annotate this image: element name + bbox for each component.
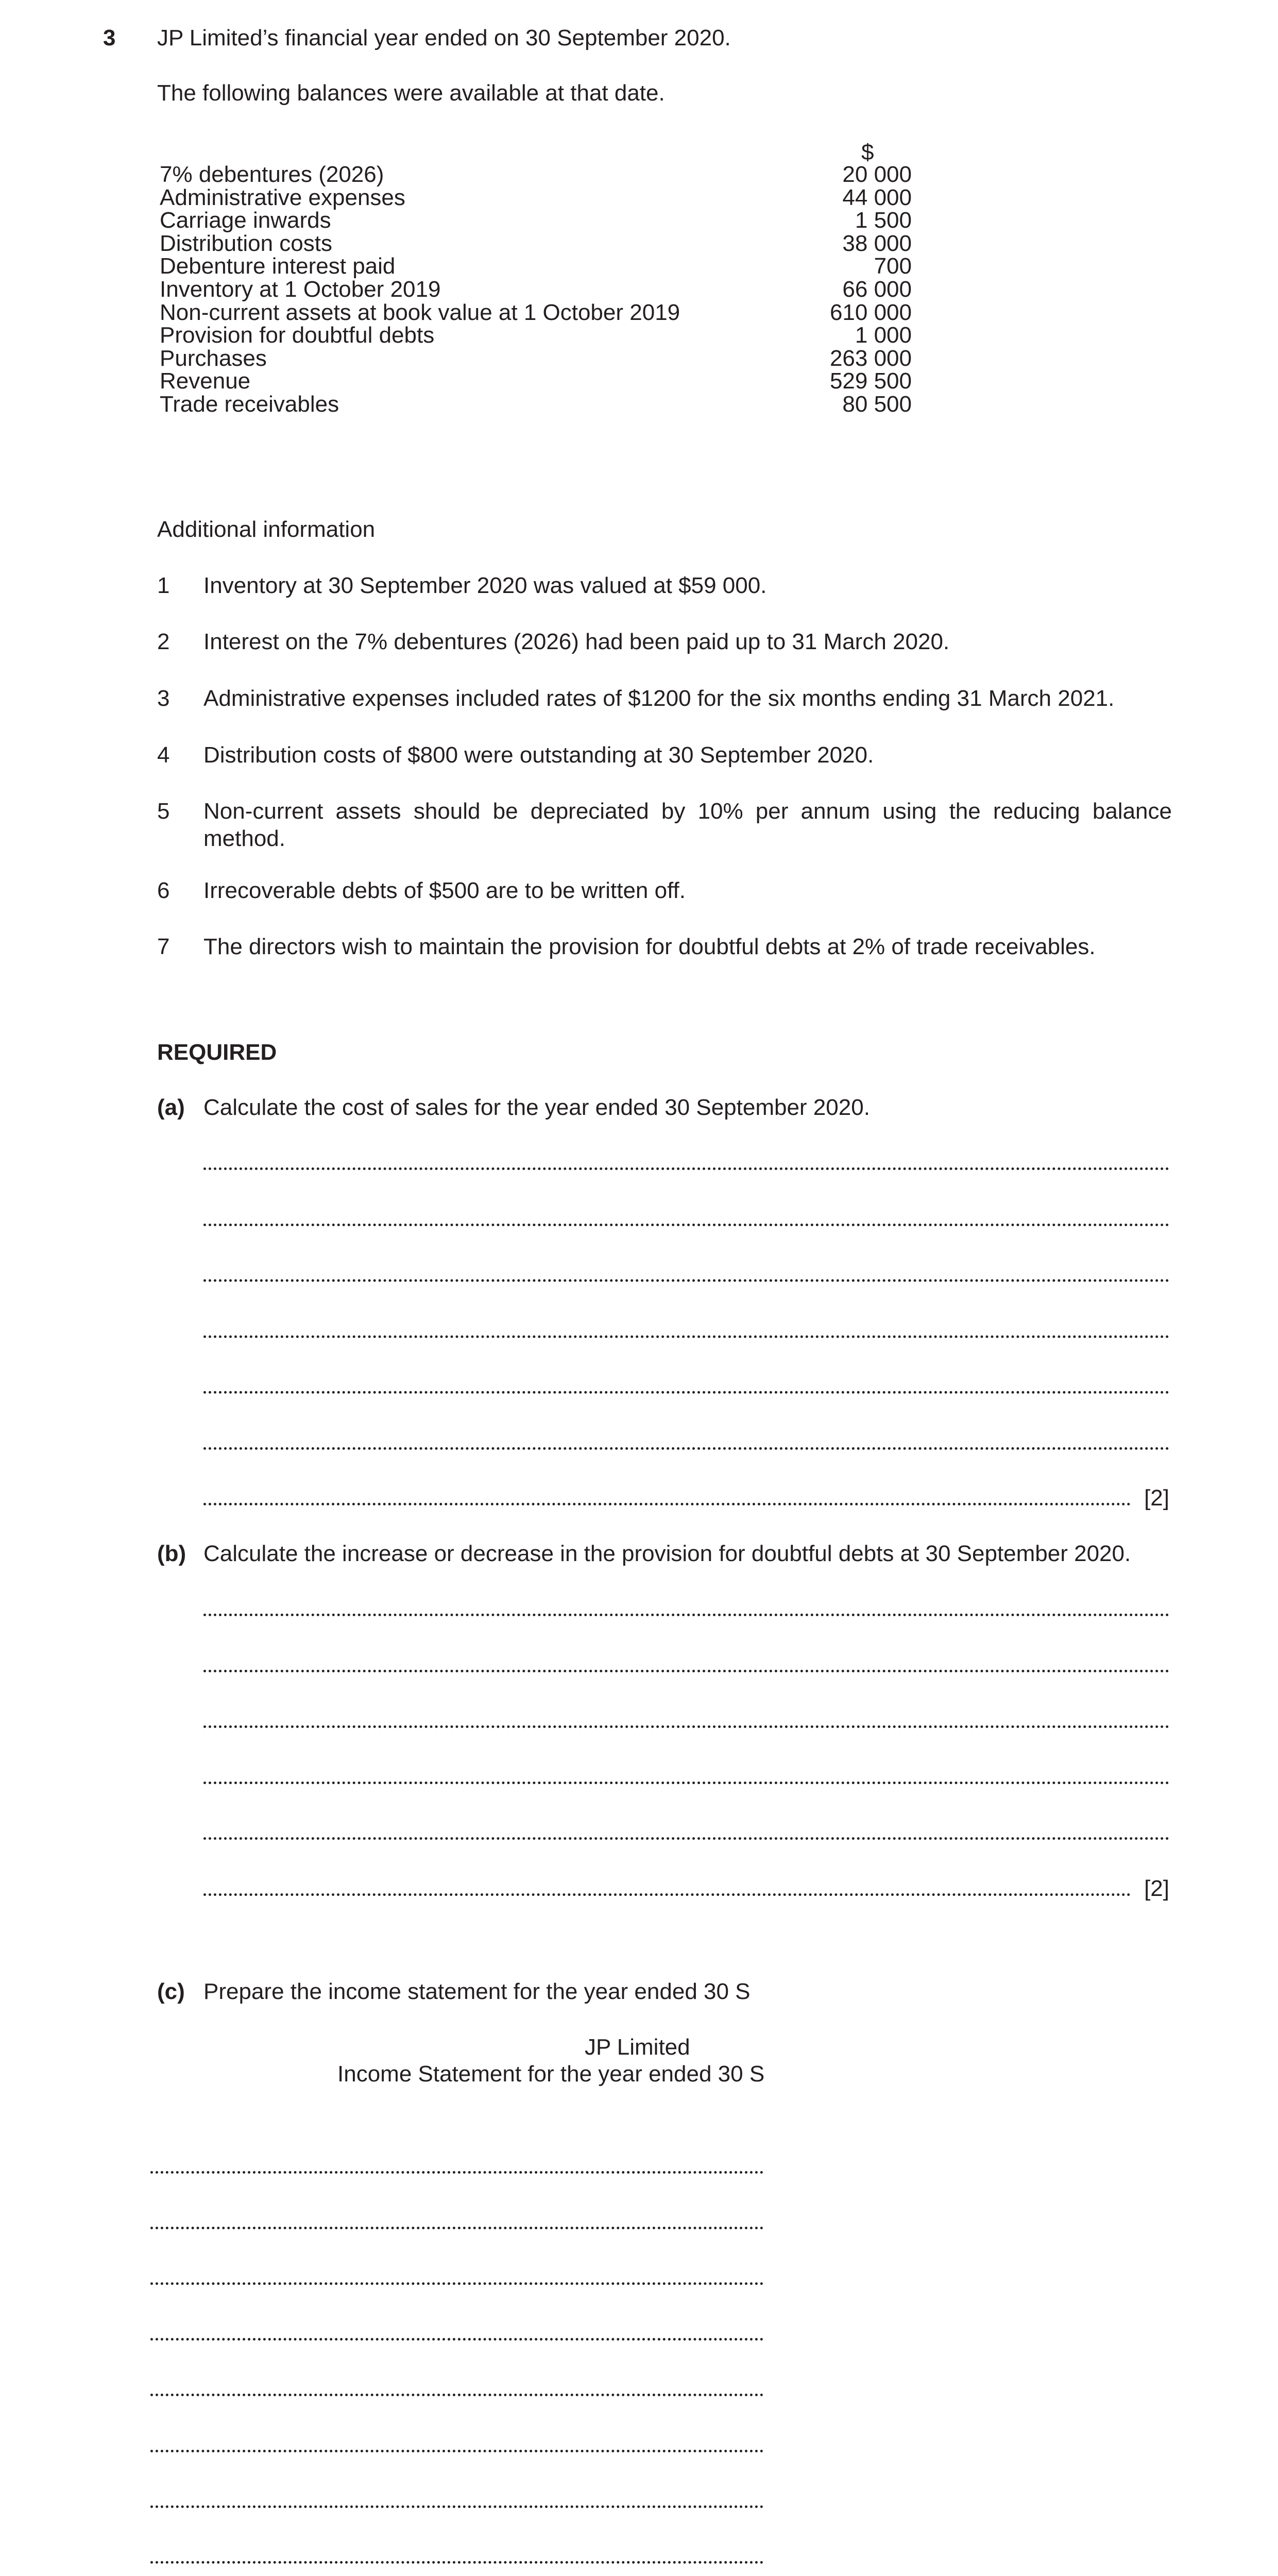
balance-amount: 1 000: [855, 323, 912, 348]
question-number: 3: [103, 25, 116, 50]
balance-row: [160, 368, 912, 394]
statement-line[interactable]: [150, 2169, 763, 2174]
answer-line[interactable]: [203, 1333, 1169, 1338]
answer-line[interactable]: [203, 1612, 1169, 1616]
balances-intro: The following balances were available at that date.: [157, 80, 665, 106]
balance-row: [160, 230, 912, 256]
answer-line[interactable]: [203, 1165, 1169, 1170]
additional-item-number: 6: [157, 878, 170, 903]
balance-amount: 66 000: [842, 277, 912, 302]
balance-amount: 1 500: [855, 208, 912, 233]
statement-line[interactable]: [150, 2225, 763, 2229]
statement-line[interactable]: [150, 2559, 763, 2564]
balance-amount: 80 500: [842, 392, 912, 417]
part-b-label: (b): [157, 1541, 186, 1566]
statement-line[interactable]: [150, 2336, 763, 2341]
additional-item-number: 1: [157, 573, 170, 598]
additional-item-text: Inventory at 30 September 2020 was valued at $59 000.: [203, 573, 767, 598]
answer-line[interactable]: [203, 1389, 1169, 1394]
balance-row: [160, 276, 912, 302]
additional-item-text: Distribution costs of $800 were outstanding at 30 September 2020.: [203, 742, 874, 768]
balance-amount: 38 000: [842, 230, 912, 256]
answer-line[interactable]: [203, 1668, 1169, 1672]
additional-item-number: 2: [157, 629, 170, 654]
question-intro: JP Limited’s financial year ended on 30 September 2020.: [157, 25, 731, 50]
balance-amount: 610 000: [829, 299, 912, 325]
balance-amount: 263 000: [829, 345, 912, 371]
part-c-text: Prepare the income statement for the year ended 30 S: [203, 1979, 751, 2004]
balance-label: Provision for doubtful debts: [160, 323, 435, 348]
answer-line[interactable]: [203, 1723, 1169, 1728]
balance-label: 7% debentures (2026): [160, 162, 384, 187]
balance-amount: 529 500: [829, 368, 912, 394]
additional-item-number: 3: [157, 686, 170, 711]
balance-row: [160, 207, 912, 233]
statement-line[interactable]: [150, 2280, 763, 2285]
balance-label: Administrative expenses: [160, 184, 405, 210]
additional-item-number: 7: [157, 934, 170, 959]
balance-row: [160, 391, 912, 417]
answer-line[interactable]: [203, 1501, 1131, 1505]
additional-item-text: Administrative expenses included rates of $1200 for the six months ending 31 March 2021.: [203, 686, 1115, 711]
answer-line[interactable]: [203, 1835, 1169, 1840]
balance-label: Carriage inwards: [160, 208, 331, 233]
balance-row: [160, 299, 912, 325]
statement-subtitle: Income Statement for the year ended 30 S: [337, 2061, 765, 2087]
additional-heading: Additional information: [157, 517, 376, 542]
balance-label: Debenture interest paid: [160, 253, 396, 279]
balance-label: Distribution costs: [160, 230, 333, 256]
part-b-text: Calculate the increase or decrease in the provision for doubtful debts at 30 September 2020.: [203, 1541, 1131, 1566]
part-a-text: Calculate the cost of sales for the year ended 30 September 2020.: [203, 1095, 870, 1120]
required-heading: REQUIRED: [157, 1040, 277, 1065]
answer-line[interactable]: [203, 1891, 1131, 1896]
answer-line[interactable]: [203, 1780, 1169, 1784]
additional-item-text: Interest on the 7% debentures (2026) had been paid up to 31 March 2020.: [203, 629, 950, 654]
additional-item-text: Irrecoverable debts of $500 are to be written off.: [203, 878, 686, 903]
statement-line[interactable]: [150, 2503, 763, 2508]
additional-item-text: Non-current assets should be depreciated by 10% per annum using the reducing balance method.: [203, 799, 1172, 851]
answer-line[interactable]: [203, 1445, 1169, 1450]
answer-line[interactable]: [203, 1277, 1169, 1282]
answer-line[interactable]: [203, 1222, 1169, 1226]
balance-amount: 700: [874, 253, 912, 279]
part-b-marks: [2]: [1144, 1876, 1169, 1901]
balance-row: [160, 322, 912, 348]
statement-line[interactable]: [150, 2392, 763, 2396]
statement-line[interactable]: [150, 2448, 763, 2452]
balance-label: Inventory at 1 October 2019: [160, 277, 441, 302]
part-a-marks: [2]: [1144, 1485, 1169, 1511]
part-c-label: (c): [157, 1979, 185, 2004]
additional-item-text: The directors wish to maintain the provision for doubtful debts at 2% of trade receivables.: [203, 934, 1096, 959]
balance-label: Trade receivables: [160, 392, 339, 417]
balance-row: [160, 161, 912, 187]
additional-item-number: 5: [157, 799, 170, 824]
balance-label: Purchases: [160, 345, 267, 371]
balance-row: [160, 345, 912, 371]
part-a-label: (a): [157, 1095, 185, 1120]
balance-row: [160, 184, 912, 210]
balance-amount: 20 000: [842, 162, 912, 187]
currency-header: $: [861, 140, 874, 165]
balance-label: Revenue: [160, 368, 251, 394]
balance-label: Non-current assets at book value at 1 October 2019: [160, 299, 680, 325]
balance-row: [160, 253, 912, 279]
balance-amount: 44 000: [842, 184, 912, 210]
statement-title: JP Limited: [585, 2035, 690, 2060]
additional-item-number: 4: [157, 742, 170, 768]
